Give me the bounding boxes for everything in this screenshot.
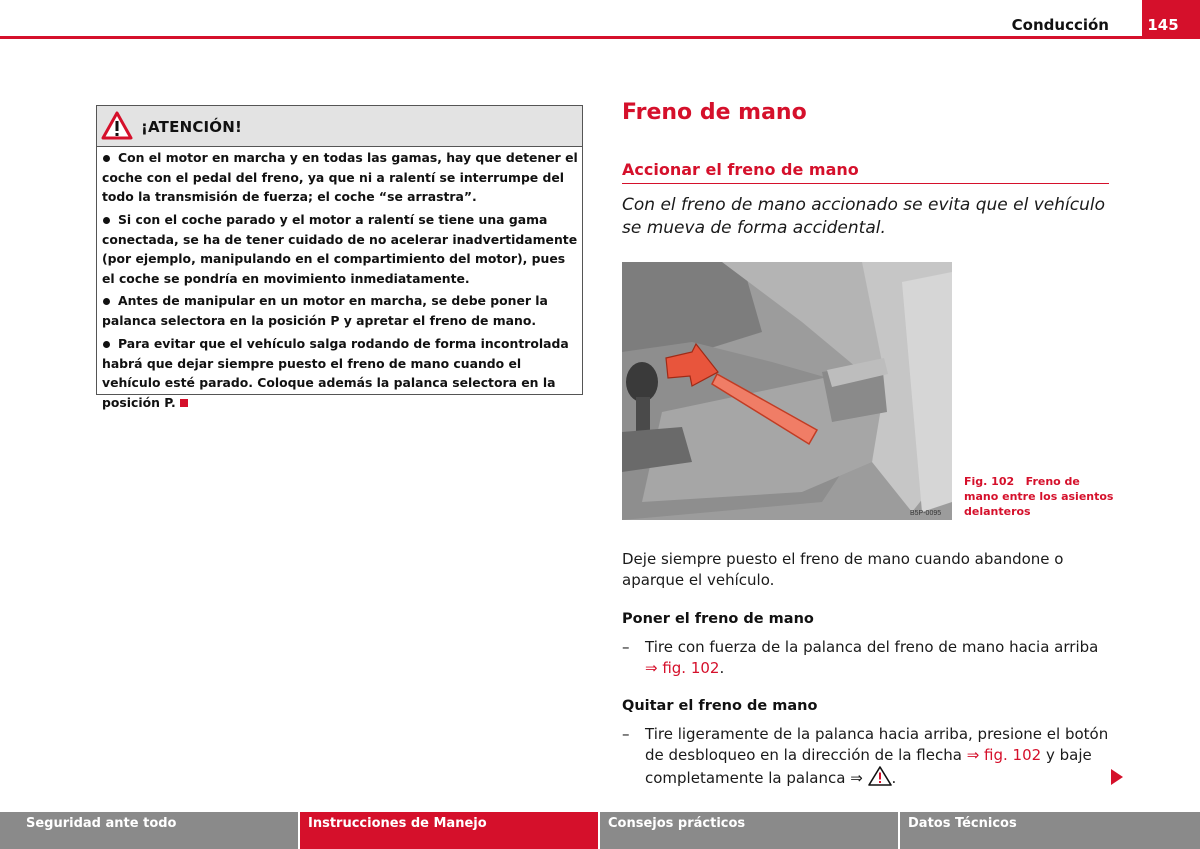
paragraph: Deje siempre puesto el freno de mano cuando abandone o aparque el vehículo.: [622, 550, 1064, 589]
instruction-item: – Tire con fuerza de la palanca del freno de mano hacia arriba ⇒ fig. 102.: [622, 638, 1099, 677]
subsection-rule: [622, 183, 1109, 184]
footer-tab-consejos[interactable]: Consejos prácticos: [600, 812, 898, 849]
figure-caption-text: Freno de mano entre los asientos delanteros: [964, 475, 1114, 518]
handbrake-photo: [622, 262, 952, 520]
figure-label: Fig. 102: [964, 475, 1015, 488]
subheading-quitar: Quitar el freno de mano: [622, 698, 818, 714]
warning-item: Antes de manipular en un motor en marcha, se debe poner la palanca selectora en la posición P y apretar el freno de mano.: [102, 293, 548, 328]
subheading-poner: Poner el freno de mano: [622, 611, 814, 627]
warning-item: Si con el coche parado y el motor a ralentí se tiene una gama conectada, se ha de tener cuidado de no acelerar inadvertidamente (por ejemplo, manipulando en el compartimiento del motor), pues el coche se pondría en movimiento inmediatamente.: [102, 212, 578, 286]
warning-item: Con el motor en marcha y en todas las gamas, hay que detener el coche con el pedal del freno, ya que ni a ralentí se interrumpe del todo la transmisión de fuerza; el coche “se arrastra”.: [102, 150, 578, 204]
footer-tab-datos[interactable]: Datos Técnicos: [900, 812, 1200, 849]
footer-tab-seguridad[interactable]: Seguridad ante todo: [0, 812, 298, 849]
footer-tab-instrucciones[interactable]: Instrucciones de Manejo: [300, 812, 598, 849]
intro-text: Con el freno de mano accionado se evita que el vehículo se mueva de forma accidental.: [622, 195, 1106, 238]
figure-reference-link[interactable]: ⇒ fig. 102: [966, 746, 1042, 764]
warning-box: [96, 105, 583, 410]
subsection-title: Accionar el freno de mano: [622, 160, 859, 179]
section-title: Freno de mano: [622, 100, 807, 125]
bullet-icon: [103, 217, 110, 224]
arrow-reference: ⇒: [850, 769, 863, 787]
warning-header: [97, 106, 582, 147]
dash-marker: –: [622, 725, 630, 743]
warning-item: Para evitar que el vehículo salga rodando de forma incontrolada habrá que dejar siempre puesto el freno de mano cuando el vehículo esté parado. Coloque además la palanca selectora en la posición P.: [102, 336, 569, 410]
warning-triangle-icon: [101, 111, 133, 141]
section-name: Conducción: [1011, 16, 1109, 34]
figure-reference-link[interactable]: ⇒ fig. 102: [645, 659, 720, 677]
instruction-item: – Tire ligeramente de la palanca hacia arriba, presione el botón de desbloqueo en la dirección de la flecha ⇒ fig. 102 y baje completamente la palanca ⇒ .: [622, 725, 1109, 787]
bullet-icon: [103, 298, 110, 305]
next-page-arrow-icon[interactable]: [1111, 769, 1123, 785]
end-of-section-marker: [180, 399, 188, 407]
header-rule: [0, 36, 1200, 39]
bullet-icon: [103, 341, 110, 348]
page-number: 145: [1147, 16, 1179, 34]
bullet-icon: [103, 155, 110, 162]
warning-title: ¡ATENCIÓN!: [141, 118, 243, 136]
photo-code: B5P-0095: [910, 510, 942, 517]
dash-marker: –: [622, 638, 630, 656]
warning-triangle-icon[interactable]: [868, 766, 892, 786]
figure-caption: [964, 474, 1114, 519]
